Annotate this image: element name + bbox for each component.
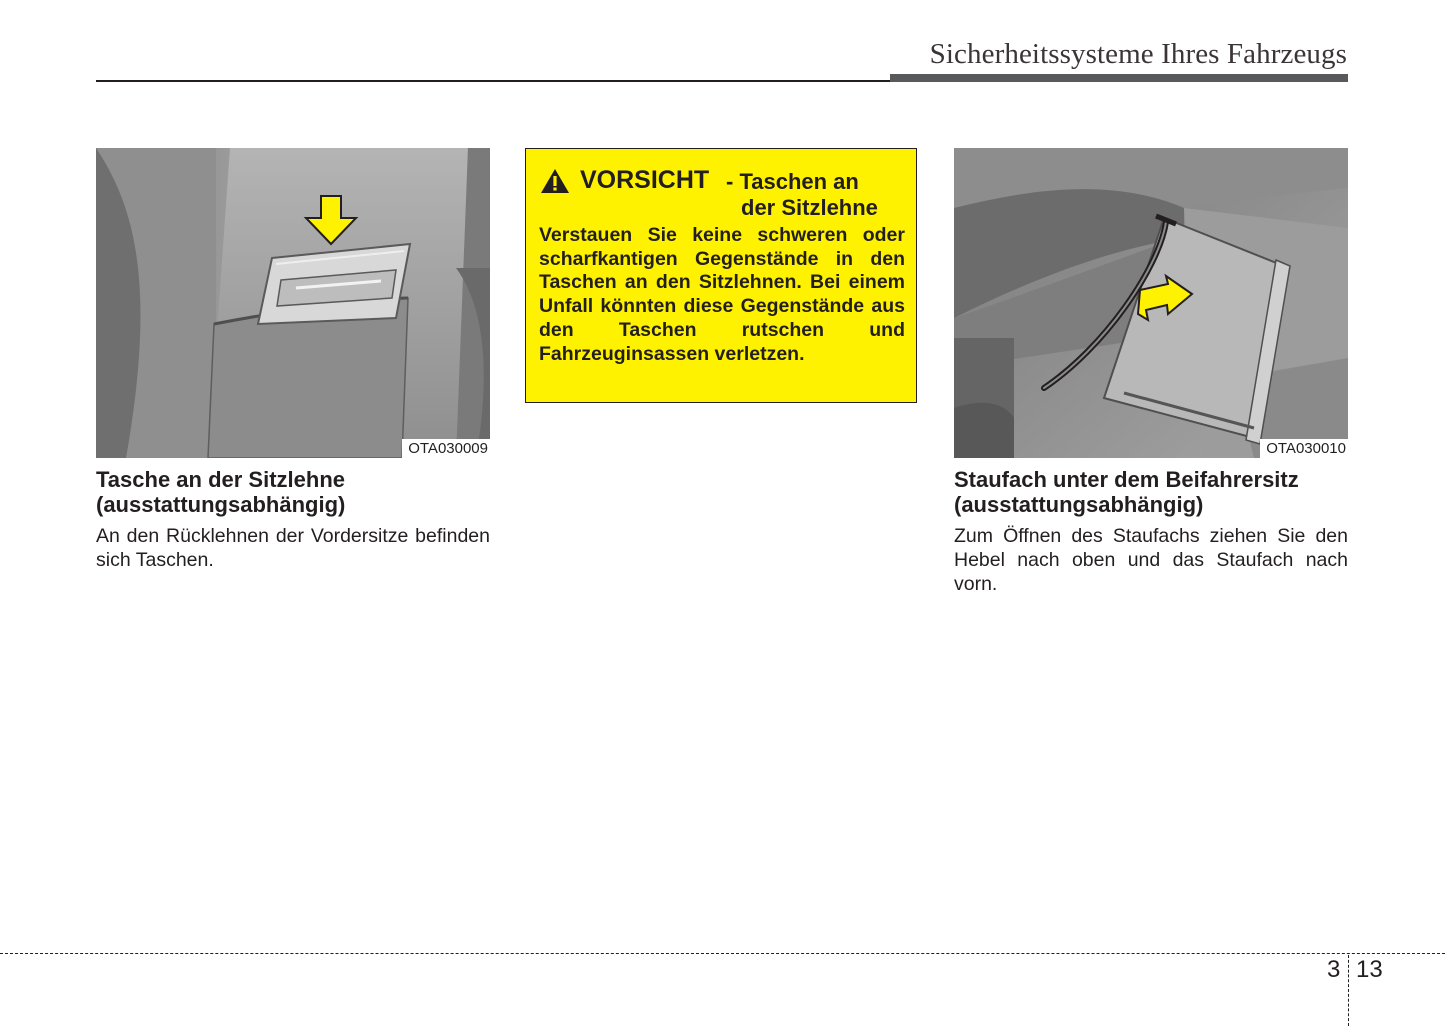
heading-line: Tasche an der Sitzlehne xyxy=(96,467,346,492)
caution-box xyxy=(525,148,917,403)
caution-title-line: - Taschen an xyxy=(726,169,859,194)
chapter-number: 3 xyxy=(1327,956,1341,983)
caution-title-line: der Sitzlehne xyxy=(741,195,878,220)
heading-line: (ausstattungsabhängig) xyxy=(96,492,346,517)
seatback-pocket-illustration xyxy=(96,148,490,458)
caution-label: VORSICHT xyxy=(580,166,710,194)
warning-triangle-icon xyxy=(540,167,570,195)
figure-code: OTA030010 xyxy=(1260,439,1348,458)
footer-divider xyxy=(1348,955,1349,1026)
under-seat-tray-illustration xyxy=(954,148,1348,458)
header-rule xyxy=(96,80,890,82)
caution-text: Verstauen Sie keine schweren oder scharfkantigen Gegenstände in den Taschen an den Sitzlehnen. Bei einem Unfall könnten diese Gegenstände aus den Taschen rutschen und Fahrzeuginsassen verletzen. xyxy=(539,224,905,365)
page-number: 13 xyxy=(1356,956,1383,983)
header-bar xyxy=(890,74,1348,82)
header-title: Sicherheitssysteme Ihres Fahrzeugs xyxy=(929,38,1347,70)
seatback-pocket-heading xyxy=(96,467,490,517)
under-seat-storage-body: Zum Öffnen des Staufachs ziehen Sie den Hebel nach oben und das Staufach nach vorn. xyxy=(954,525,1348,595)
heading-line: (ausstattungsabhängig) xyxy=(954,492,1204,517)
seatback-pocket-body: An den Rücklehnen der Vordersitze befinden sich Taschen. xyxy=(96,525,490,571)
figure-code: OTA030009 xyxy=(402,439,490,458)
footer-rule xyxy=(0,953,1445,954)
heading-line: Staufach unter dem Beifahrersitz xyxy=(954,467,1299,492)
under-seat-storage-heading xyxy=(954,467,1348,517)
